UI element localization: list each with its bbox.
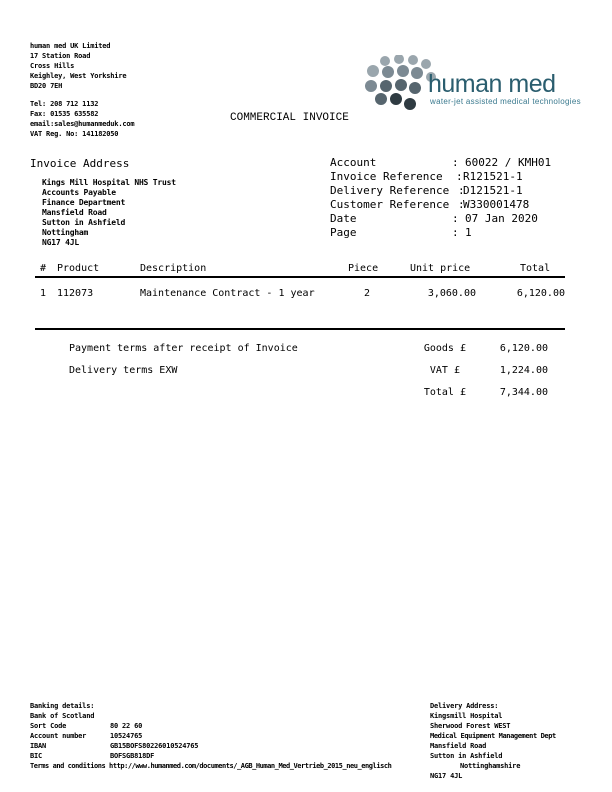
totals-value-vat: 1,224.00	[499, 365, 548, 376]
row-description: Maintenance Contract - 1 year	[140, 288, 315, 299]
meta-label-customer-reference: Customer Reference	[330, 198, 450, 211]
banking-label: Account number	[30, 732, 87, 740]
totals-value-goods: 6,120.00	[499, 343, 548, 354]
banking-label: Sort Code	[30, 722, 67, 730]
table-footer-rule	[35, 328, 565, 330]
meta-label-page: Page	[330, 226, 357, 239]
logo-dot	[408, 55, 418, 65]
logo-dot	[382, 66, 394, 78]
row-total: 6,120.00	[516, 288, 565, 299]
logo-dot	[375, 93, 387, 105]
meta-value-delivery-reference: D121521-1	[463, 184, 523, 197]
logo-dot	[367, 65, 379, 77]
company-email: email:sales@humanmeduk.com	[30, 120, 135, 128]
banking-bank: Bank of Scotland	[30, 712, 95, 720]
meta-label-delivery-reference: Delivery Reference	[330, 184, 450, 197]
logo-dot	[409, 82, 421, 94]
invoice-address-line: Mansfield Road	[42, 208, 107, 217]
logo-dot	[380, 56, 390, 66]
banking-label: BIC	[30, 752, 43, 760]
meta-value-customer-reference: W330001478	[463, 198, 530, 211]
delivery-address-line: Mansfield Road	[430, 742, 487, 750]
table-header-unit-price: Unit price	[410, 263, 471, 274]
meta-value-date: 07 Jan 2020	[465, 212, 538, 225]
invoice-address-line: Sutton in Ashfield	[42, 218, 126, 227]
row-piece: 2	[364, 288, 371, 299]
meta-sep: :	[452, 226, 459, 239]
banking-label: IBAN	[30, 742, 47, 750]
company-fax: Fax: 01535 635582	[30, 110, 99, 118]
company-address-line: BD20 7EH	[30, 82, 63, 90]
logo-dot	[395, 79, 407, 91]
banking-value: 10524765	[110, 732, 143, 740]
logo-dot	[394, 55, 404, 64]
invoice-address-line: Kings Mill Hospital NHS Trust	[42, 178, 176, 187]
payment-terms: Payment terms after receipt of Invoice	[69, 343, 298, 354]
document-title: COMMERCIAL INVOICE	[230, 112, 349, 124]
delivery-terms: Delivery terms EXW	[69, 365, 178, 376]
invoice-address-line: Finance Department	[42, 198, 126, 207]
meta-label-date: Date	[330, 212, 357, 225]
invoice-address-heading: Invoice Address	[30, 157, 130, 170]
brand-tagline: water-jet assisted medical technologies	[430, 97, 581, 106]
delivery-address-line: NG17 4JL	[430, 772, 463, 780]
logo-dot	[411, 67, 423, 79]
company-name: human med UK Limited	[30, 42, 111, 50]
meta-sep: :	[452, 212, 459, 225]
banking-value: 80 22 60	[110, 722, 143, 730]
company-address-line: Keighley, West Yorkshire	[30, 72, 127, 80]
delivery-address-line: Sherwood Forest WEST	[430, 722, 511, 730]
delivery-address-line: Medical Equipment Management Dept	[430, 732, 556, 740]
table-header-rule	[35, 276, 565, 278]
delivery-address-line: Sutton in Ashfield	[430, 752, 503, 760]
logo-dot	[390, 93, 402, 105]
meta-label-account: Account	[330, 156, 377, 169]
logo-dot	[365, 80, 377, 92]
logo-dot	[397, 65, 409, 77]
logo-dot	[404, 98, 416, 110]
row-unit-price: 3,060.00	[427, 288, 476, 299]
meta-label-invoice-reference: Invoice Reference	[330, 170, 443, 183]
totals-label-vat: VAT £	[429, 365, 460, 376]
brand-logo-icon	[342, 36, 427, 96]
company-address-line: 17 Station Road	[30, 52, 91, 60]
table-header-piece: Piece	[348, 263, 379, 274]
invoice-address-line: NG17 4JL	[42, 238, 79, 247]
totals-label-goods: Goods £	[423, 343, 466, 354]
brand-name: human med	[428, 70, 556, 98]
terms-link[interactable]: Terms and conditions http://www.humanmed.com/documents/_AGB_Human_Med_Vertrieb_2015_neu_englisch	[30, 762, 392, 770]
invoice-address-line: Accounts Payable	[42, 188, 116, 197]
meta-sep: :	[456, 170, 463, 183]
meta-value-account: 60022 / KMH01	[465, 156, 552, 169]
table-header-num: #	[40, 263, 47, 274]
meta-sep: :	[458, 198, 465, 211]
table-header-description: Description	[140, 263, 207, 274]
delivery-address-line: Nottinghamshire	[460, 762, 521, 770]
banking-heading: Banking details:	[30, 702, 95, 710]
delivery-address-line: Kingsmill Hospital	[430, 712, 503, 720]
company-tel: Tel: 208 712 1132	[30, 100, 99, 108]
table-header-total: Total	[520, 263, 551, 274]
meta-sep: :	[452, 156, 459, 169]
delivery-address-heading: Delivery Address:	[430, 702, 499, 710]
meta-value-invoice-reference: R121521-1	[463, 170, 523, 183]
company-vat: VAT Reg. No: 141182050	[30, 130, 119, 138]
logo-dot	[421, 59, 431, 69]
row-product: 112073	[57, 288, 94, 299]
meta-value-page: 1	[465, 226, 472, 239]
row-num: 1	[40, 288, 47, 299]
banking-value: BOFSGB818DF	[110, 752, 155, 760]
table-header-product: Product	[57, 263, 100, 274]
banking-value: GB15BOFS80226010524765	[110, 742, 199, 750]
meta-sep: :	[458, 184, 465, 197]
company-address-line: Cross Hills	[30, 62, 75, 70]
logo-dot	[380, 80, 392, 92]
invoice-address-line: Nottingham	[42, 228, 89, 237]
totals-value-total: 7,344.00	[499, 387, 548, 398]
totals-label-total: Total £	[423, 387, 466, 398]
